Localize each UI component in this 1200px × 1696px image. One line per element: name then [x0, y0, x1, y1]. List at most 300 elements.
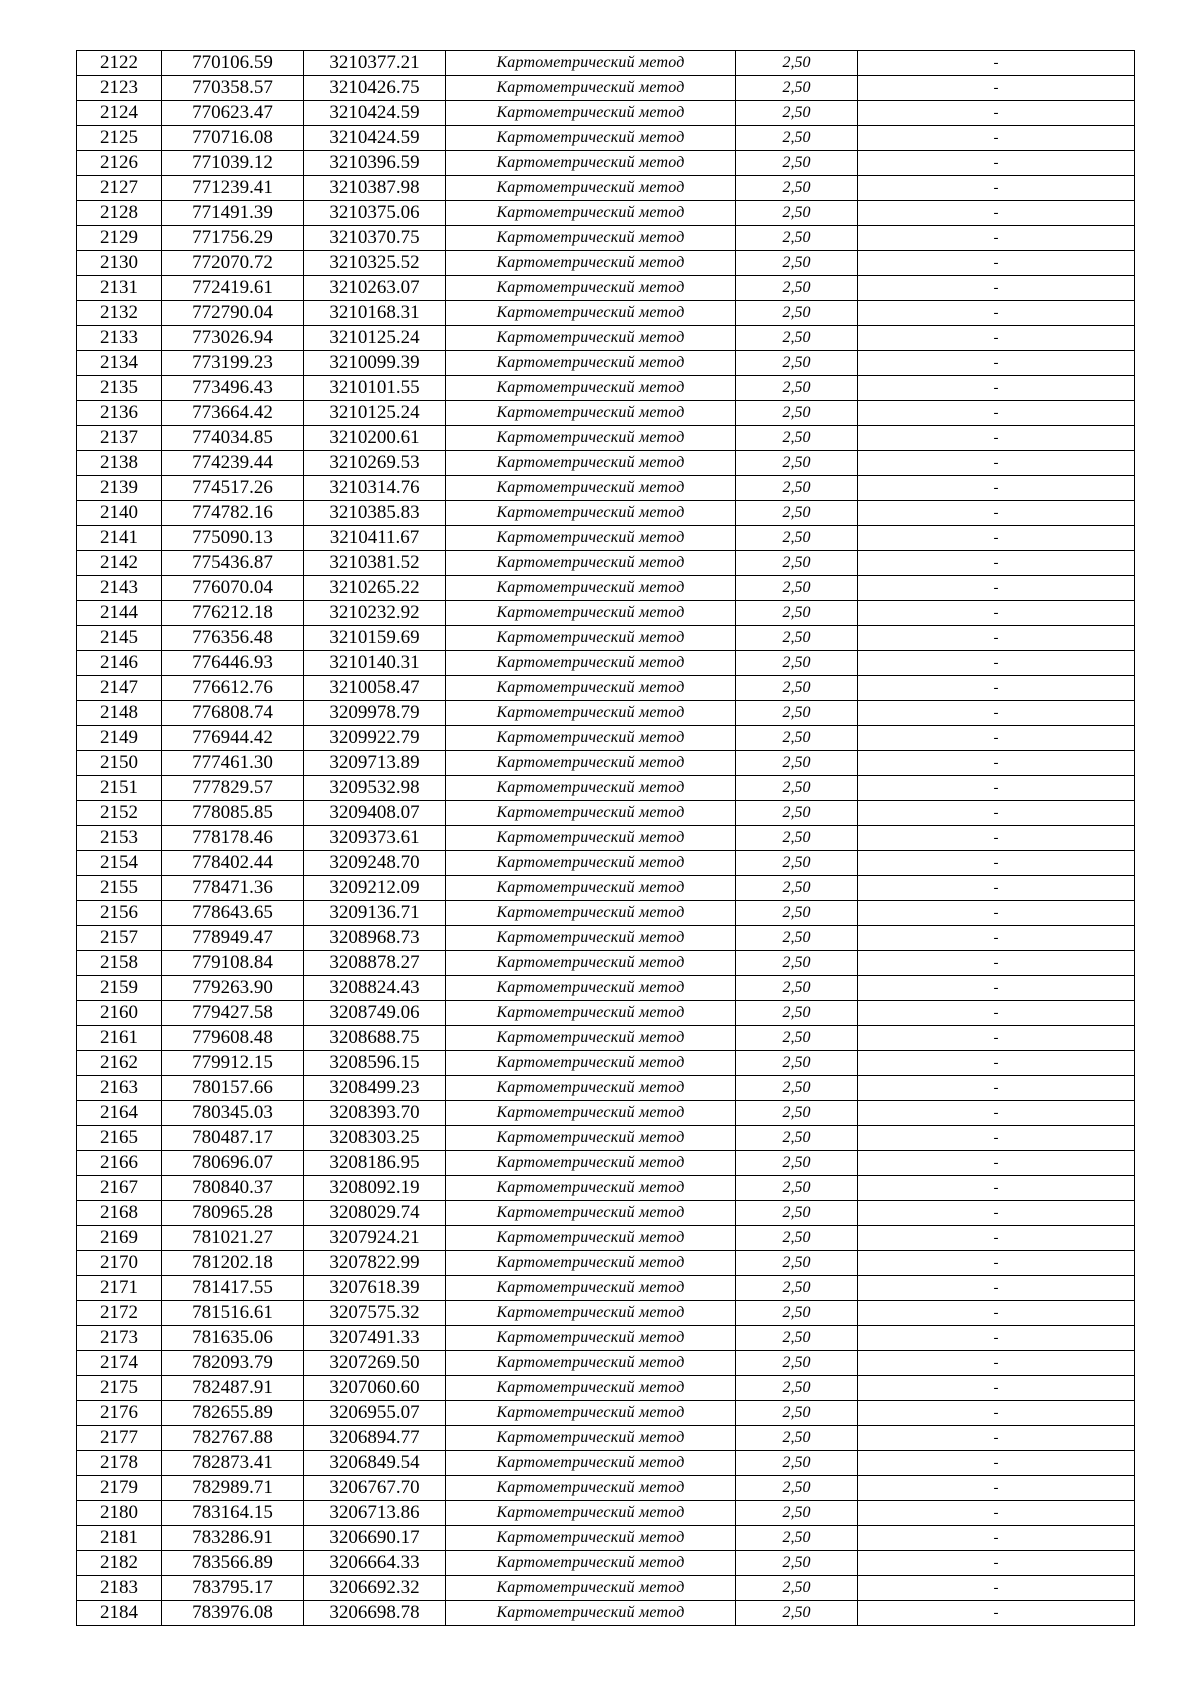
description-cell: - — [858, 51, 1135, 76]
y-coordinate-cell: 3210381.52 — [304, 551, 446, 576]
x-coordinate-cell: 773199.23 — [162, 351, 304, 376]
table-row — [77, 1326, 1135, 1351]
x-coordinate-cell: 772070.72 — [162, 251, 304, 276]
point-number-cell: 2122 — [77, 51, 162, 76]
accuracy-cell: 2,50 — [736, 1326, 858, 1351]
description-cell: - — [858, 1376, 1135, 1401]
description-cell: - — [858, 1401, 1135, 1426]
x-coordinate-cell: 782873.41 — [162, 1451, 304, 1476]
table-row — [77, 801, 1135, 826]
description-cell: - — [858, 551, 1135, 576]
description-cell: - — [858, 1101, 1135, 1126]
point-number-cell: 2156 — [77, 901, 162, 926]
accuracy-cell: 2,50 — [736, 1426, 858, 1451]
table-row — [77, 1226, 1135, 1251]
point-number-cell: 2123 — [77, 76, 162, 101]
method-cell: Картометрический метод — [446, 501, 736, 526]
y-coordinate-cell: 3210101.55 — [304, 376, 446, 401]
table-row — [77, 776, 1135, 801]
accuracy-cell: 2,50 — [736, 126, 858, 151]
x-coordinate-cell: 776212.18 — [162, 601, 304, 626]
method-cell: Картометрический метод — [446, 576, 736, 601]
method-cell: Картометрический метод — [446, 901, 736, 926]
accuracy-cell: 2,50 — [736, 601, 858, 626]
y-coordinate-cell: 3206767.70 — [304, 1476, 446, 1501]
accuracy-cell: 2,50 — [736, 976, 858, 1001]
description-cell: - — [858, 426, 1135, 451]
method-cell: Картометрический метод — [446, 476, 736, 501]
x-coordinate-cell: 773026.94 — [162, 326, 304, 351]
point-number-cell: 2136 — [77, 401, 162, 426]
method-cell: Картометрический метод — [446, 1151, 736, 1176]
accuracy-cell: 2,50 — [736, 951, 858, 976]
description-cell: - — [858, 1451, 1135, 1476]
description-cell: - — [858, 151, 1135, 176]
y-coordinate-cell: 3208968.73 — [304, 926, 446, 951]
x-coordinate-cell: 778402.44 — [162, 851, 304, 876]
point-number-cell: 2174 — [77, 1351, 162, 1376]
method-cell: Картометрический метод — [446, 551, 736, 576]
table-row — [77, 1301, 1135, 1326]
method-cell: Картометрический метод — [446, 51, 736, 76]
method-cell: Картометрический метод — [446, 151, 736, 176]
accuracy-cell: 2,50 — [736, 1251, 858, 1276]
table-row — [77, 326, 1135, 351]
description-cell: - — [858, 176, 1135, 201]
method-cell: Картометрический метод — [446, 1176, 736, 1201]
x-coordinate-cell: 779427.58 — [162, 1001, 304, 1026]
point-number-cell: 2162 — [77, 1051, 162, 1076]
point-number-cell: 2176 — [77, 1401, 162, 1426]
x-coordinate-cell: 780487.17 — [162, 1126, 304, 1151]
method-cell: Картометрический метод — [446, 926, 736, 951]
point-number-cell: 2132 — [77, 301, 162, 326]
y-coordinate-cell: 3210263.07 — [304, 276, 446, 301]
method-cell: Картометрический метод — [446, 1326, 736, 1351]
x-coordinate-cell: 781516.61 — [162, 1301, 304, 1326]
table-row — [77, 826, 1135, 851]
accuracy-cell: 2,50 — [736, 576, 858, 601]
y-coordinate-cell: 3209373.61 — [304, 826, 446, 851]
x-coordinate-cell: 783566.89 — [162, 1551, 304, 1576]
x-coordinate-cell: 780345.03 — [162, 1101, 304, 1126]
table-row — [77, 1101, 1135, 1126]
description-cell: - — [858, 601, 1135, 626]
table-row — [77, 1126, 1135, 1151]
accuracy-cell: 2,50 — [736, 251, 858, 276]
point-number-cell: 2173 — [77, 1326, 162, 1351]
x-coordinate-cell: 780696.07 — [162, 1151, 304, 1176]
accuracy-cell: 2,50 — [736, 1526, 858, 1551]
method-cell: Картометрический метод — [446, 1301, 736, 1326]
accuracy-cell: 2,50 — [736, 1551, 858, 1576]
y-coordinate-cell: 3208393.70 — [304, 1101, 446, 1126]
point-number-cell: 2175 — [77, 1376, 162, 1401]
point-number-cell: 2172 — [77, 1301, 162, 1326]
y-coordinate-cell: 3210058.47 — [304, 676, 446, 701]
table-row — [77, 1176, 1135, 1201]
y-coordinate-cell: 3210387.98 — [304, 176, 446, 201]
method-cell: Картометрический метод — [446, 1026, 736, 1051]
table-row — [77, 1576, 1135, 1601]
table-row — [77, 1401, 1135, 1426]
y-coordinate-cell: 3210377.21 — [304, 51, 446, 76]
x-coordinate-cell: 770623.47 — [162, 101, 304, 126]
accuracy-cell: 2,50 — [736, 1151, 858, 1176]
y-coordinate-cell: 3210375.06 — [304, 201, 446, 226]
description-cell: - — [858, 1051, 1135, 1076]
accuracy-cell: 2,50 — [736, 701, 858, 726]
table-row — [77, 376, 1135, 401]
accuracy-cell: 2,50 — [736, 401, 858, 426]
x-coordinate-cell: 776612.76 — [162, 676, 304, 701]
description-cell: - — [858, 401, 1135, 426]
method-cell: Картометрический метод — [446, 726, 736, 751]
method-cell: Картометрический метод — [446, 1551, 736, 1576]
method-cell: Картометрический метод — [446, 1351, 736, 1376]
point-number-cell: 2129 — [77, 226, 162, 251]
x-coordinate-cell: 781202.18 — [162, 1251, 304, 1276]
x-coordinate-cell: 779263.90 — [162, 976, 304, 1001]
x-coordinate-cell: 774239.44 — [162, 451, 304, 476]
description-cell: - — [858, 901, 1135, 926]
y-coordinate-cell: 3208596.15 — [304, 1051, 446, 1076]
table-row — [77, 1251, 1135, 1276]
y-coordinate-cell: 3206698.78 — [304, 1601, 446, 1626]
accuracy-cell: 2,50 — [736, 776, 858, 801]
accuracy-cell: 2,50 — [736, 476, 858, 501]
description-cell: - — [858, 726, 1135, 751]
description-cell: - — [858, 576, 1135, 601]
x-coordinate-cell: 776070.04 — [162, 576, 304, 601]
method-cell: Картометрический метод — [446, 351, 736, 376]
x-coordinate-cell: 782989.71 — [162, 1476, 304, 1501]
method-cell: Картометрический метод — [446, 326, 736, 351]
table-row — [77, 1201, 1135, 1226]
x-coordinate-cell: 781417.55 — [162, 1276, 304, 1301]
accuracy-cell: 2,50 — [736, 301, 858, 326]
x-coordinate-cell: 780157.66 — [162, 1076, 304, 1101]
description-cell: - — [858, 1226, 1135, 1251]
y-coordinate-cell: 3210396.59 — [304, 151, 446, 176]
point-number-cell: 2157 — [77, 926, 162, 951]
description-cell: - — [858, 701, 1135, 726]
accuracy-cell: 2,50 — [736, 1051, 858, 1076]
method-cell: Картометрический метод — [446, 1576, 736, 1601]
method-cell: Картометрический метод — [446, 76, 736, 101]
table-row — [77, 1001, 1135, 1026]
table-row — [77, 176, 1135, 201]
method-cell: Картометрический метод — [446, 1501, 736, 1526]
x-coordinate-cell: 783976.08 — [162, 1601, 304, 1626]
method-cell: Картометрический метод — [446, 1051, 736, 1076]
point-number-cell: 2182 — [77, 1551, 162, 1576]
point-number-cell: 2177 — [77, 1426, 162, 1451]
description-cell: - — [858, 1501, 1135, 1526]
y-coordinate-cell: 3210325.52 — [304, 251, 446, 276]
accuracy-cell: 2,50 — [736, 1501, 858, 1526]
x-coordinate-cell: 783795.17 — [162, 1576, 304, 1601]
y-coordinate-cell: 3210099.39 — [304, 351, 446, 376]
accuracy-cell: 2,50 — [736, 1576, 858, 1601]
method-cell: Картометрический метод — [446, 601, 736, 626]
y-coordinate-cell: 3206894.77 — [304, 1426, 446, 1451]
x-coordinate-cell: 779108.84 — [162, 951, 304, 976]
table-row — [77, 401, 1135, 426]
accuracy-cell: 2,50 — [736, 1101, 858, 1126]
accuracy-cell: 2,50 — [736, 1001, 858, 1026]
y-coordinate-cell: 3208824.43 — [304, 976, 446, 1001]
accuracy-cell: 2,50 — [736, 1401, 858, 1426]
description-cell: - — [858, 126, 1135, 151]
table-row — [77, 426, 1135, 451]
table-row — [77, 701, 1135, 726]
description-cell: - — [858, 626, 1135, 651]
accuracy-cell: 2,50 — [736, 76, 858, 101]
x-coordinate-cell: 777461.30 — [162, 751, 304, 776]
accuracy-cell: 2,50 — [736, 151, 858, 176]
accuracy-cell: 2,50 — [736, 1376, 858, 1401]
x-coordinate-cell: 775090.13 — [162, 526, 304, 551]
y-coordinate-cell: 3207924.21 — [304, 1226, 446, 1251]
x-coordinate-cell: 771491.39 — [162, 201, 304, 226]
accuracy-cell: 2,50 — [736, 901, 858, 926]
point-number-cell: 2141 — [77, 526, 162, 551]
method-cell: Картометрический метод — [446, 1126, 736, 1151]
method-cell: Картометрический метод — [446, 376, 736, 401]
accuracy-cell: 2,50 — [736, 501, 858, 526]
point-number-cell: 2145 — [77, 626, 162, 651]
accuracy-cell: 2,50 — [736, 1476, 858, 1501]
y-coordinate-cell: 3208092.19 — [304, 1176, 446, 1201]
x-coordinate-cell: 782487.91 — [162, 1376, 304, 1401]
method-cell: Картометрический метод — [446, 201, 736, 226]
point-number-cell: 2169 — [77, 1226, 162, 1251]
x-coordinate-cell: 783164.15 — [162, 1501, 304, 1526]
y-coordinate-cell: 3210385.83 — [304, 501, 446, 526]
point-number-cell: 2143 — [77, 576, 162, 601]
description-cell: - — [858, 76, 1135, 101]
point-number-cell: 2128 — [77, 201, 162, 226]
y-coordinate-cell: 3208186.95 — [304, 1151, 446, 1176]
method-cell: Картометрический метод — [446, 401, 736, 426]
table-row — [77, 276, 1135, 301]
point-number-cell: 2137 — [77, 426, 162, 451]
accuracy-cell: 2,50 — [736, 201, 858, 226]
point-number-cell: 2178 — [77, 1451, 162, 1476]
point-number-cell: 2153 — [77, 826, 162, 851]
method-cell: Картометрический метод — [446, 101, 736, 126]
point-number-cell: 2152 — [77, 801, 162, 826]
point-number-cell: 2138 — [77, 451, 162, 476]
y-coordinate-cell: 3206692.32 — [304, 1576, 446, 1601]
y-coordinate-cell: 3210200.61 — [304, 426, 446, 451]
y-coordinate-cell: 3206955.07 — [304, 1401, 446, 1426]
method-cell: Картометрический метод — [446, 701, 736, 726]
method-cell: Картометрический метод — [446, 801, 736, 826]
description-cell: - — [858, 101, 1135, 126]
point-number-cell: 2144 — [77, 601, 162, 626]
method-cell: Картометрический метод — [446, 776, 736, 801]
description-cell: - — [858, 801, 1135, 826]
accuracy-cell: 2,50 — [736, 1201, 858, 1226]
accuracy-cell: 2,50 — [736, 651, 858, 676]
method-cell: Картометрический метод — [446, 876, 736, 901]
point-number-cell: 2160 — [77, 1001, 162, 1026]
method-cell: Картометрический метод — [446, 1276, 736, 1301]
table-row — [77, 551, 1135, 576]
accuracy-cell: 2,50 — [736, 1126, 858, 1151]
x-coordinate-cell: 778085.85 — [162, 801, 304, 826]
description-cell: - — [858, 1326, 1135, 1351]
point-number-cell: 2124 — [77, 101, 162, 126]
table-row — [77, 1276, 1135, 1301]
method-cell: Картометрический метод — [446, 1526, 736, 1551]
table-row — [77, 451, 1135, 476]
table-row — [77, 1501, 1135, 1526]
accuracy-cell: 2,50 — [736, 276, 858, 301]
table-row — [77, 1076, 1135, 1101]
x-coordinate-cell: 771756.29 — [162, 226, 304, 251]
point-number-cell: 2181 — [77, 1526, 162, 1551]
x-coordinate-cell: 773496.43 — [162, 376, 304, 401]
description-cell: - — [858, 1426, 1135, 1451]
table-row — [77, 1476, 1135, 1501]
y-coordinate-cell: 3209212.09 — [304, 876, 446, 901]
description-cell: - — [858, 376, 1135, 401]
point-number-cell: 2158 — [77, 951, 162, 976]
table-row — [77, 1526, 1135, 1551]
y-coordinate-cell: 3208878.27 — [304, 951, 446, 976]
description-cell: - — [858, 1201, 1135, 1226]
point-number-cell: 2168 — [77, 1201, 162, 1226]
description-cell: - — [858, 776, 1135, 801]
x-coordinate-cell: 775436.87 — [162, 551, 304, 576]
point-number-cell: 2164 — [77, 1101, 162, 1126]
accuracy-cell: 2,50 — [736, 801, 858, 826]
x-coordinate-cell: 776356.48 — [162, 626, 304, 651]
point-number-cell: 2155 — [77, 876, 162, 901]
x-coordinate-cell: 783286.91 — [162, 1526, 304, 1551]
method-cell: Картометрический метод — [446, 976, 736, 1001]
y-coordinate-cell: 3209922.79 — [304, 726, 446, 751]
table-row — [77, 126, 1135, 151]
y-coordinate-cell: 3209713.89 — [304, 751, 446, 776]
accuracy-cell: 2,50 — [736, 1026, 858, 1051]
table-row — [77, 851, 1135, 876]
x-coordinate-cell: 781021.27 — [162, 1226, 304, 1251]
method-cell: Картометрический метод — [446, 251, 736, 276]
method-cell: Картометрический метод — [446, 1201, 736, 1226]
description-cell: - — [858, 326, 1135, 351]
y-coordinate-cell: 3206713.86 — [304, 1501, 446, 1526]
x-coordinate-cell: 770716.08 — [162, 126, 304, 151]
description-cell: - — [858, 451, 1135, 476]
accuracy-cell: 2,50 — [736, 1451, 858, 1476]
x-coordinate-cell: 770106.59 — [162, 51, 304, 76]
accuracy-cell: 2,50 — [736, 1226, 858, 1251]
table-row — [77, 476, 1135, 501]
method-cell: Картометрический метод — [446, 1226, 736, 1251]
x-coordinate-cell: 778643.65 — [162, 901, 304, 926]
accuracy-cell: 2,50 — [736, 826, 858, 851]
y-coordinate-cell: 3207618.39 — [304, 1276, 446, 1301]
description-cell: - — [858, 1151, 1135, 1176]
description-cell: - — [858, 1601, 1135, 1626]
x-coordinate-cell: 770358.57 — [162, 76, 304, 101]
table-row — [77, 751, 1135, 776]
table-row — [77, 1426, 1135, 1451]
table-row — [77, 1051, 1135, 1076]
description-cell: - — [858, 1551, 1135, 1576]
method-cell: Картометрический метод — [446, 751, 736, 776]
y-coordinate-cell: 3209532.98 — [304, 776, 446, 801]
y-coordinate-cell: 3208029.74 — [304, 1201, 446, 1226]
point-number-cell: 2150 — [77, 751, 162, 776]
accuracy-cell: 2,50 — [736, 376, 858, 401]
description-cell: - — [858, 851, 1135, 876]
point-number-cell: 2142 — [77, 551, 162, 576]
table-row — [77, 351, 1135, 376]
accuracy-cell: 2,50 — [736, 676, 858, 701]
description-cell: - — [858, 1026, 1135, 1051]
accuracy-cell: 2,50 — [736, 1276, 858, 1301]
accuracy-cell: 2,50 — [736, 876, 858, 901]
y-coordinate-cell: 3206849.54 — [304, 1451, 446, 1476]
y-coordinate-cell: 3210370.75 — [304, 226, 446, 251]
point-number-cell: 2154 — [77, 851, 162, 876]
x-coordinate-cell: 777829.57 — [162, 776, 304, 801]
description-cell: - — [858, 751, 1135, 776]
table-row — [77, 926, 1135, 951]
description-cell: - — [858, 1076, 1135, 1101]
description-cell: - — [858, 476, 1135, 501]
x-coordinate-cell: 780965.28 — [162, 1201, 304, 1226]
point-number-cell: 2130 — [77, 251, 162, 276]
y-coordinate-cell: 3210168.31 — [304, 301, 446, 326]
point-number-cell: 2125 — [77, 126, 162, 151]
description-cell: - — [858, 1576, 1135, 1601]
point-number-cell: 2180 — [77, 1501, 162, 1526]
y-coordinate-cell: 3209978.79 — [304, 701, 446, 726]
method-cell: Картометрический метод — [446, 1401, 736, 1426]
y-coordinate-cell: 3207269.50 — [304, 1351, 446, 1376]
method-cell: Картометрический метод — [446, 1426, 736, 1451]
x-coordinate-cell: 772419.61 — [162, 276, 304, 301]
accuracy-cell: 2,50 — [736, 926, 858, 951]
point-number-cell: 2149 — [77, 726, 162, 751]
point-number-cell: 2147 — [77, 676, 162, 701]
description-cell: - — [858, 1276, 1135, 1301]
y-coordinate-cell: 3208749.06 — [304, 1001, 446, 1026]
x-coordinate-cell: 774517.26 — [162, 476, 304, 501]
method-cell: Картометрический метод — [446, 676, 736, 701]
method-cell: Картометрический метод — [446, 176, 736, 201]
y-coordinate-cell: 3206664.33 — [304, 1551, 446, 1576]
y-coordinate-cell: 3208303.25 — [304, 1126, 446, 1151]
y-coordinate-cell: 3206690.17 — [304, 1526, 446, 1551]
coordinates-table — [76, 50, 1135, 1626]
x-coordinate-cell: 782767.88 — [162, 1426, 304, 1451]
x-coordinate-cell: 776446.93 — [162, 651, 304, 676]
x-coordinate-cell: 771039.12 — [162, 151, 304, 176]
x-coordinate-cell: 779608.48 — [162, 1026, 304, 1051]
table-row — [77, 601, 1135, 626]
method-cell: Картометрический метод — [446, 1251, 736, 1276]
x-coordinate-cell: 772790.04 — [162, 301, 304, 326]
x-coordinate-cell: 776808.74 — [162, 701, 304, 726]
y-coordinate-cell: 3210426.75 — [304, 76, 446, 101]
